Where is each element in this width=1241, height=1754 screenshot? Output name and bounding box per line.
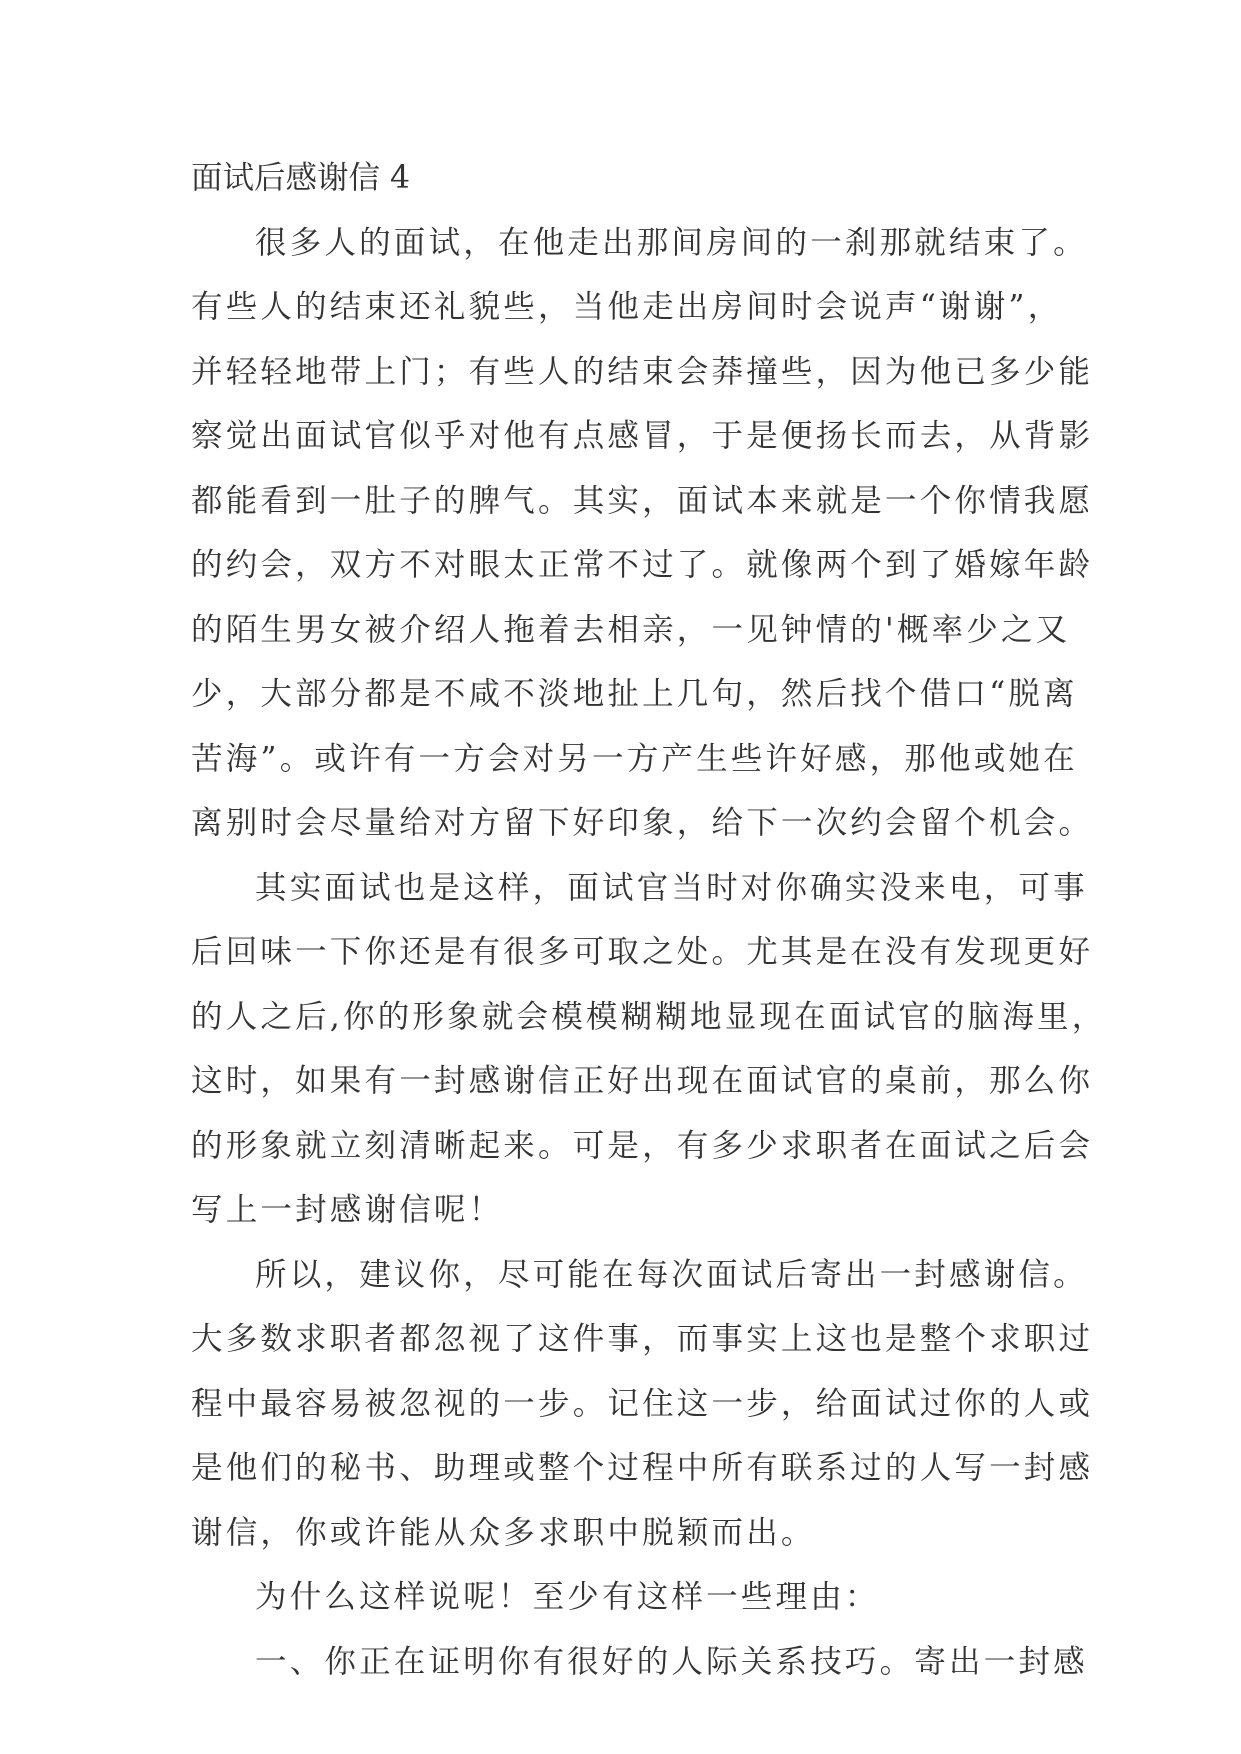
text-line: 都能看到一肚子的脾气。其实，面试本来就是一个你情我愿 (191, 482, 1094, 519)
paragraph-3 (191, 1243, 1094, 1566)
text-line: 的形象就立刻清晰起来。可是，有多少求职者在面试之后会 (191, 1127, 1094, 1164)
text-line: 离别时会尽量给对方留下好印象，给下一次约会留个机会。 (191, 805, 1094, 841)
text-line: 的约会，双方不对眼太正常不过了。就像两个到了婚嫁年龄 (191, 547, 1094, 583)
text-line: 写上一封感谢信呢！ (191, 1192, 504, 1228)
paragraph-2 (191, 856, 1107, 1243)
paragraph-5 (191, 1630, 1088, 1695)
text-line: 后回味一下你还是有很多可取之处。尤其是在没有发现更好 (191, 934, 1094, 970)
text-line: 谢信，你或许能从众多求职中脱颖而出。 (191, 1514, 816, 1551)
text-line: 大多数求职者都忽视了这件事，而事实上这也是整个求职过 (191, 1321, 1094, 1357)
text-line: 少，大部分都是不咸不淡地扯上几句，然后找个借口“脱离 (191, 676, 1078, 712)
text-line: 为什么这样说呢！至少有这样一些理由： (255, 1579, 880, 1615)
text-line: 并轻轻地带上门；有些人的结束会莽撞些，因为他已多少能 (191, 353, 1094, 390)
text-line: 是他们的秘书、助理或整个过程中所有联系过的人写一封感 (191, 1450, 1094, 1486)
text-line: 有些人的结束还礼貌些，当他走出房间时会说声“谢谢”， (191, 289, 1063, 325)
paragraph-1 (191, 211, 1094, 856)
text-line: 的陌生男女被介绍人拖着去相亲，一见钟情的'概率少之又 (191, 611, 1071, 648)
text-line: 很多人的面试，在他走出那间房间的一刹那就结束了。 (255, 224, 1088, 261)
text-line: 这时，如果有一封感谢信正好出现在面试官的桌前，那么你 (191, 1063, 1094, 1099)
document-body (191, 146, 1107, 1694)
text-line: 一、你正在证明你有很好的人际关系技巧。寄出一封感 (255, 1643, 1088, 1680)
text-line: 其实面试也是这样，面试官当时对你确实没来电，可事 (255, 869, 1088, 906)
paragraph-4 (191, 1565, 1071, 1630)
text-line: 的人之后,你的形象就会模模糊糊地显现在面试官的脑海里， (191, 998, 1107, 1035)
document-title: 面试后感谢信 4 (191, 160, 411, 196)
text-line: 察觉出面试官似乎对他有点感冒，于是便扬长而去，从背影 (191, 418, 1094, 454)
text-line: 所以，建议你，尽可能在每次面试后寄出一封感谢信。 (255, 1256, 1088, 1293)
text-line: 程中最容易被忽视的一步。记住这一步，给面试过你的人或 (191, 1385, 1094, 1422)
text-line: 苦海”。或许有一方会对另一方产生些许好感，那他或她在 (191, 740, 1078, 777)
